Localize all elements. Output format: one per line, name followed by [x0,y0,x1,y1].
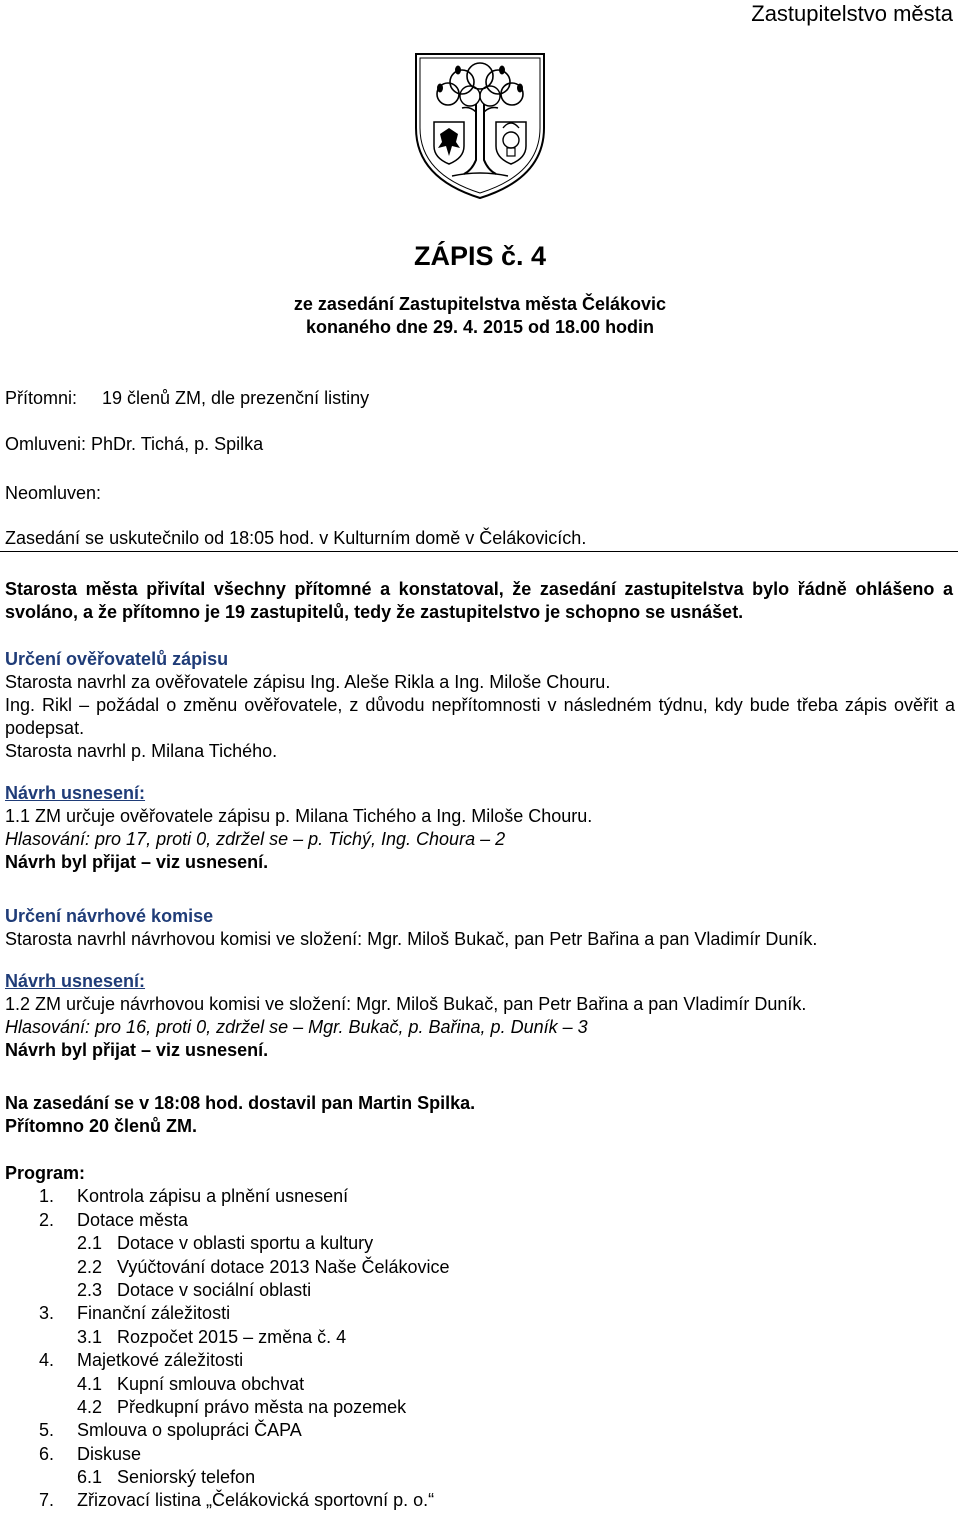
program-item: 3. Finanční záležitosti [39,1303,231,1324]
program-subitem: 4.2 Předkupní právo města na pozemek [77,1396,407,1417]
committee-line-1: Starosta navrhl návrhovou komisi ve složení: Mgr. Miloš Bukač, pan Petr Bařina a pan Vladimír Duník. [5,929,818,949]
attendance-excused: Omluveni: PhDr. Tichá, p. Spilka [5,434,264,454]
document-title: ZÁPIS č. 4 [413,241,547,271]
program-subitem: 2.3 Dotace v sociální oblasti [77,1279,312,1300]
program-subitem: 6.1 Seniorský telefon [77,1467,256,1488]
verifiers-line-3: Starosta navrhl p. Milana Tichého. [5,741,278,761]
verifiers-line-2: Ing. Rikl – požádal o změnu ověřovatele, z důvodu nepřítomnosti v následném týdnu, kdy bude třeba zápis ověřit a podepsat. [5,695,955,738]
program-subitem: 2.1 Dotace v oblasti sportu a kultury [77,1233,374,1254]
program-subitem: 3.1 Rozpočet 2015 – změna č. 4 [77,1326,347,1347]
program-section [5,1162,955,1513]
verifiers-vote: Hlasování: pro 17, proti 0, zdržel se – p. Tichý, Ing. Choura – 2 [5,829,506,849]
program-item: 7. Zřizovací listina „Čelákovická sportovní p. o.“ [39,1490,435,1511]
program-subitem: 4.1 Kupní smlouva obchvat [77,1373,305,1394]
verifiers-result: Návrh byl přijat – viz usnesení. [5,852,269,872]
subtitle-line-2: konaného dne 29. 4. 2015 od 18.00 hodin [305,317,655,337]
subtitle-line-1: ze zasedání Zastupitelstva města Čelákovic [293,294,667,314]
attendance-unexcused: Neomluven: [5,483,102,503]
program-item: 4. Majetkové záležitosti [39,1350,244,1371]
divider [0,551,958,552]
verifiers-resolution-heading: Návrh usnesení: [5,783,146,803]
intro-paragraph: Starosta města přivítal všechny přítomné a konstatoval, že zasedání zastupitelstva bylo řádně ohlášeno a svoláno, a že přítomno je 19 zastupitelů, tedy že zastupitelstvo je schopno se usnášet. [5,579,953,622]
program-item: 2. Dotace města [39,1209,189,1230]
committee-resolution: 1.2 ZM určuje návrhovou komisi ve složení: Mgr. Miloš Bukač, pan Petr Bařina a pan Vladimír Duník. [5,994,807,1014]
arrival-line-2: Přítomno 20 členů ZM. [5,1116,198,1136]
program-item: 1. Kontrola zápisu a plnění usnesení [39,1186,349,1207]
verifiers-resolution: 1.1 ZM určuje ověřovatele zápisu p. Milana Tichého a Ing. Miloše Chouru. [5,806,593,826]
program-item: 5. Smlouva o spolupráci ČAPA [39,1420,302,1441]
committee-heading: Určení návrhové komise [5,906,214,926]
program-item: 6. Diskuse [39,1443,142,1464]
verifiers-heading: Určení ověřovatelů zápisu [5,649,229,669]
committee-section [5,905,955,1062]
present-label: Přítomni: [5,388,78,408]
committee-resolution-heading: Návrh usnesení: [5,971,146,991]
coat-of-arms-icon [412,48,548,200]
program-heading: Program: [5,1163,86,1183]
program-subitem: 2.2 Vyúčtování dotace 2013 Naše Čelákovice [77,1256,450,1277]
verifiers-section [5,648,955,874]
present-value: 19 členů ZM, dle prezenční listiny [102,388,370,408]
meeting-held: Zasedání se uskutečnilo od 18:05 hod. v Kulturním domě v Čelákovicích. [5,528,587,548]
arrival-section [5,1092,955,1138]
document-subtitle [0,293,960,339]
committee-vote: Hlasování: pro 16, proti 0, zdržel se – Mgr. Bukač, p. Bařina, p. Duník – 3 [5,1017,588,1037]
attendance-present [5,387,369,410]
arrival-line-1: Na zasedání se v 18:08 hod. dostavil pan Martin Spilka. [5,1093,476,1113]
committee-result: Návrh byl přijat – viz usnesení. [5,1040,269,1060]
verifiers-line-1: Starosta navrhl za ověřovatele zápisu Ing. Aleše Rikla a Ing. Miloše Chouru. [5,672,611,692]
header-title: Zastupitelstvo města [751,1,953,26]
